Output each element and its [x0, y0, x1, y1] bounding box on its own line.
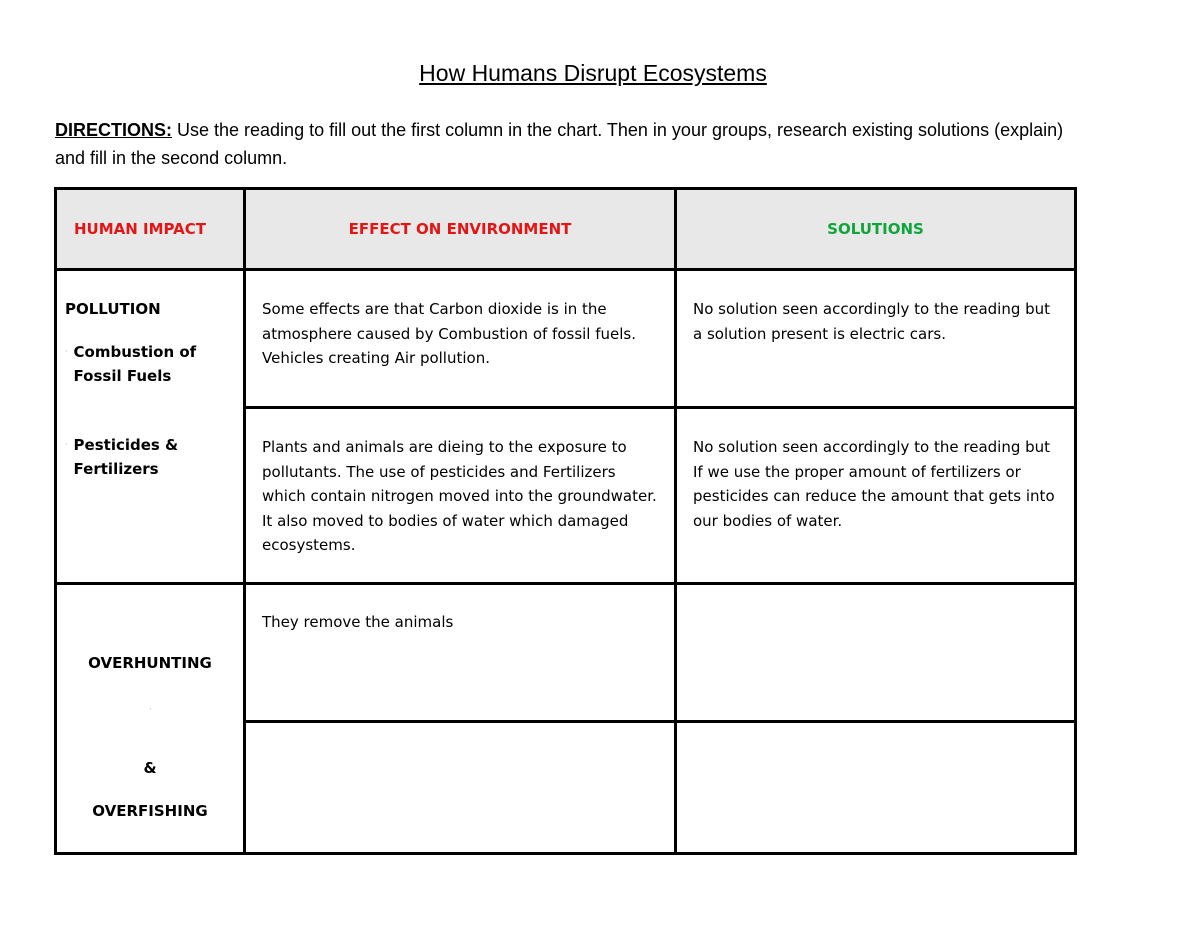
impact-table — [54, 187, 1077, 855]
directions-text: Use the reading to fill out the first column in the chart. Then in your groups, research existing solutions (explain) and fill in the second column. — [55, 120, 1064, 168]
pollution-impact-cell — [57, 271, 246, 585]
bullet-icon — [65, 393, 235, 403]
combustion-label: Combustion of Fossil Fuels — [73, 342, 197, 385]
overhunting-row2-solution — [677, 723, 1074, 852]
overhunting-impact-cell — [57, 585, 246, 852]
overhunting-row2-effect — [246, 723, 677, 852]
pollution-row2-effect-text: Plants and animals are dieing to the exposure to pollutants. The use of pesticides and Fertilizers which contain nitrogen moved into the groundwater. It also moved to bodies of water which damaged ecosystems. — [262, 438, 657, 554]
ampersand-label: & — [143, 759, 157, 777]
document-title: How Humans Disrupt Ecosystems — [419, 60, 767, 86]
overhunting-heading: OVERHUNTING — [88, 654, 212, 672]
pollution-row2-solution — [677, 409, 1074, 585]
pollution-row1-solution-text: No solution seen accordingly to the reading but a solution present is electric cars. — [693, 300, 1051, 343]
header-effect — [246, 190, 677, 271]
bullet-icon: · — [65, 439, 68, 449]
pollution-heading: POLLUTION — [65, 300, 161, 318]
overfishing-heading: OVERFISHING — [92, 802, 208, 820]
overhunting-row1-effect — [246, 585, 677, 723]
bullet-icon: · — [149, 705, 152, 714]
bullet-icon: · — [65, 346, 68, 356]
pollution-item-pesticides — [65, 433, 235, 482]
pollution-row1-solution — [677, 271, 1074, 409]
pollution-row1-effect-text: Some effects are that Carbon dioxide is in the atmosphere caused by Combustion of fossil fuels. Vehicles creating Air pollution. — [262, 300, 637, 367]
directions-label: DIRECTIONS: — [55, 120, 172, 140]
pesticides-label: Pesticides & Fertilizers — [73, 435, 179, 478]
header-solutions — [677, 190, 1074, 271]
header-human-impact — [57, 190, 246, 271]
header-human-impact-label: HUMAN IMPACT — [74, 219, 207, 238]
header-effect-label: EFFECT ON ENVIRONMENT — [348, 219, 572, 238]
pollution-row2-effect — [246, 409, 677, 585]
pollution-row1-effect — [246, 271, 677, 409]
pollution-item-combustion — [65, 340, 235, 389]
overhunting-row1-solution — [677, 585, 1074, 723]
pollution-row2-solution-text: No solution seen accordingly to the reading but If we use the proper amount of fertilizers or pesticides can reduce the amount that gets into our bodies of water. — [693, 438, 1055, 530]
overhunting-row1-effect-text: They remove the animals — [262, 613, 454, 631]
header-solutions-label: SOLUTIONS — [827, 219, 924, 238]
directions-paragraph — [55, 116, 1085, 172]
